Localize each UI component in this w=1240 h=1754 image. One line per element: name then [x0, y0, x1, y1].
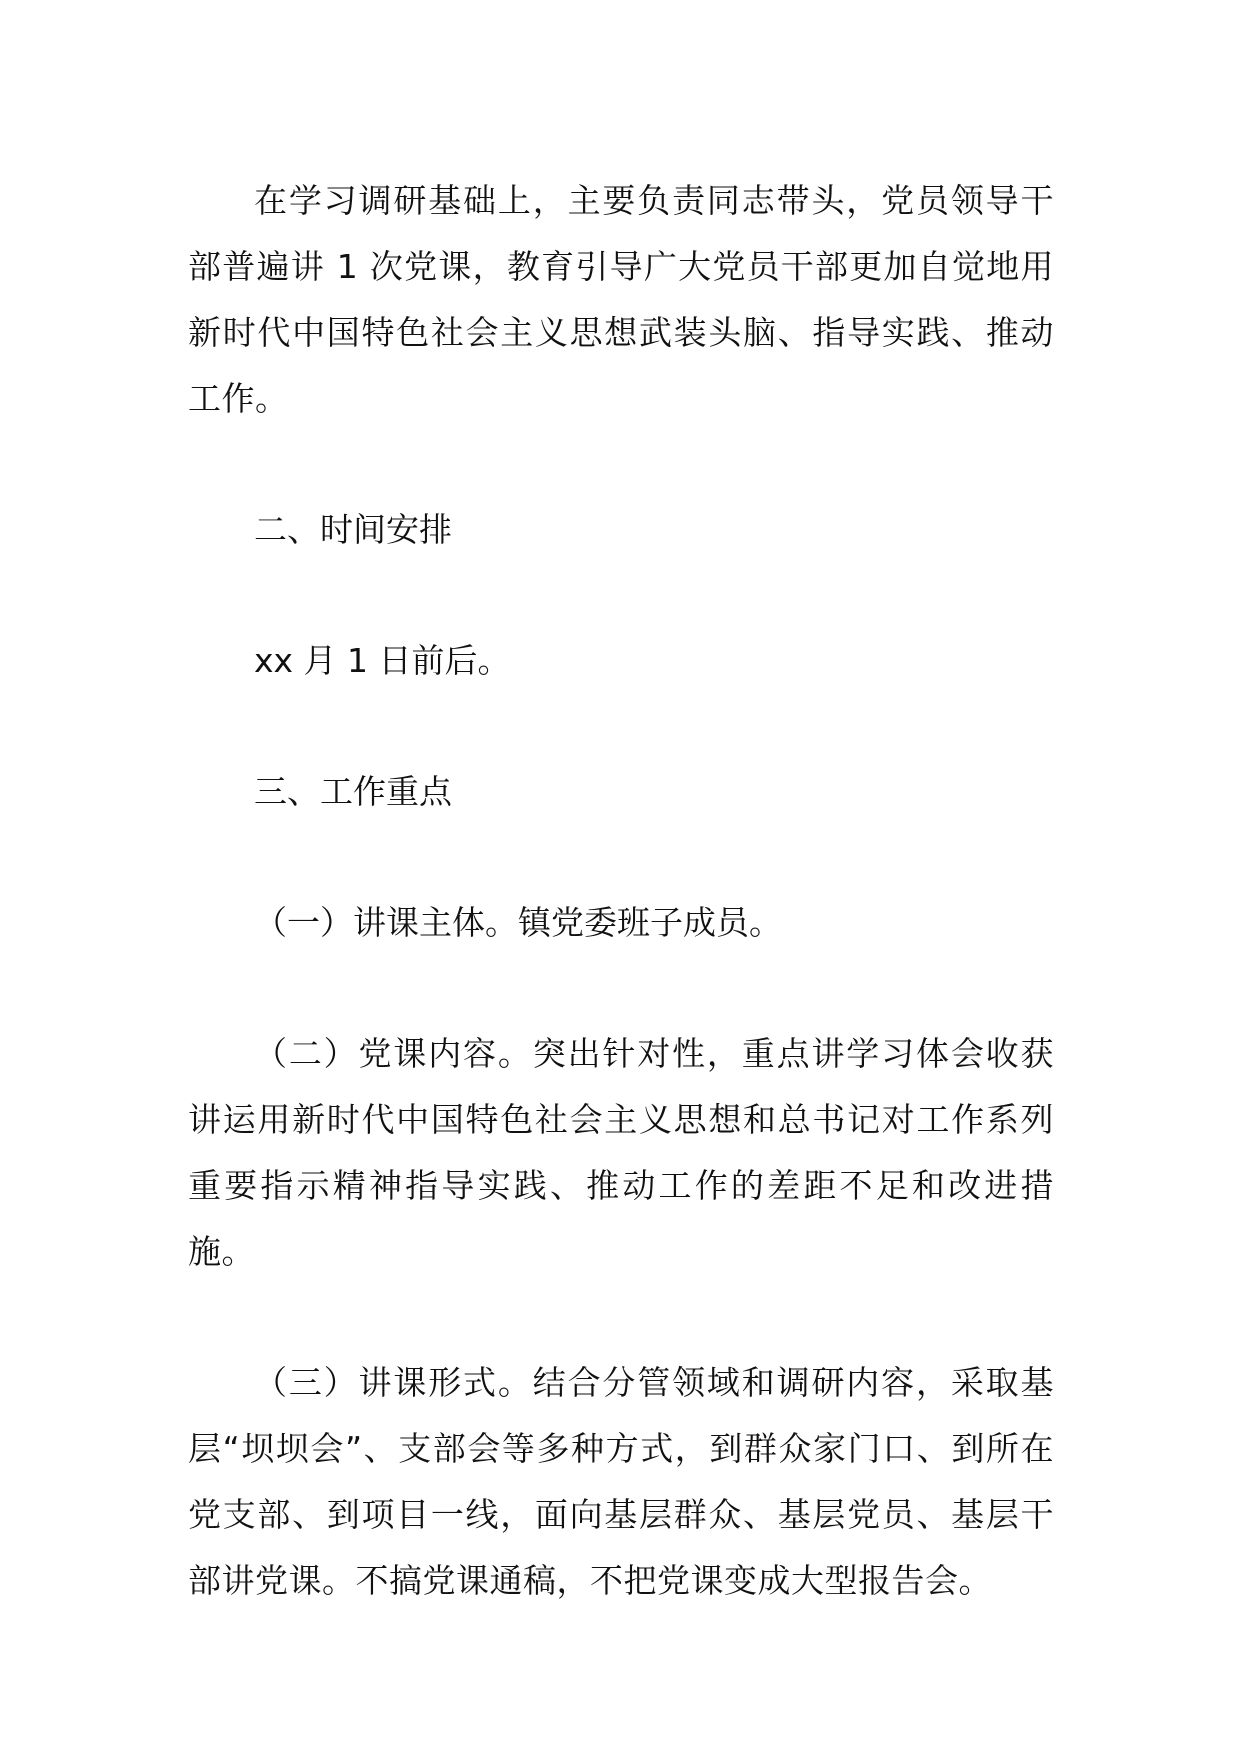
list-item-course-format: （三）讲课形式。结合分管领域和调研内容，采取基层“坝坝会”、支部会等多种方式，到群众家门口、到所在党支部、到项目一线，面向基层群众、基层党员、基层干部讲党课。不搞党课通稿，不把党课变成大型报告会。	[188, 1363, 1054, 1600]
section-heading-work-focus: 三、工作重点	[254, 772, 452, 811]
section-heading-time-schedule: 二、时间安排	[254, 510, 452, 549]
list-item-speakers: （一）讲课主体。镇党委班子成员。	[254, 903, 782, 942]
paragraph-spacer	[188, 956, 1054, 1021]
paragraph-time-schedule: xx 月 1 日前后。	[254, 641, 511, 680]
paragraph-spacer	[188, 1285, 1054, 1350]
document-page	[188, 168, 1054, 1614]
paragraph-spacer	[188, 825, 1054, 890]
paragraph-spacer	[188, 563, 1054, 628]
list-item-course-content: （二）党课内容。突出针对性，重点讲学习体会收获讲运用新时代中国特色社会主义思想和总书记对工作系列重要指示精神指导实践、推动工作的差距不足和改进措施。	[188, 1034, 1054, 1271]
paragraph-intro: 在学习调研基础上，主要负责同志带头，党员领导干部普遍讲 1 次党课，教育引导广大党员干部更加自觉地用新时代中国特色社会主义思想武装头脑、指导实践、推动工作。	[188, 181, 1054, 418]
paragraph-spacer	[188, 694, 1054, 759]
paragraph-spacer	[188, 432, 1054, 497]
